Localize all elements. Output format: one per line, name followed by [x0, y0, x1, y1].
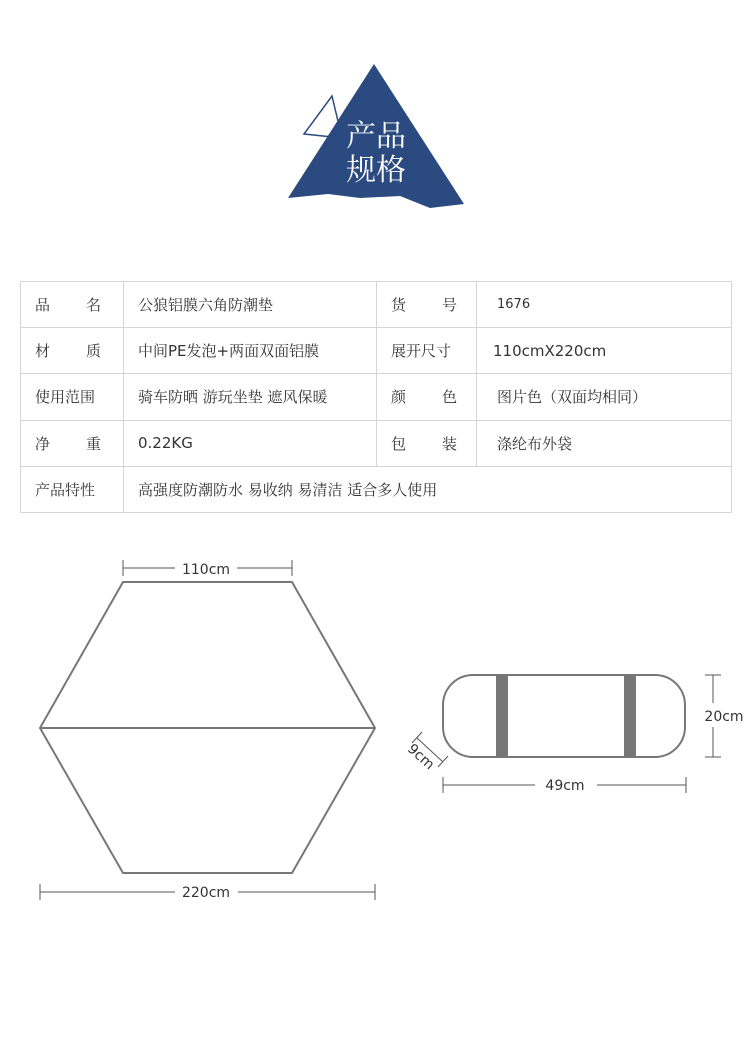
spec-table: [20, 281, 732, 513]
logo-line2: 规格: [346, 153, 406, 188]
label-features: 产品特性: [21, 466, 124, 512]
label-unfold-size: 展开尺寸: [377, 328, 477, 374]
value-name: 公狼铝膜六角防潮垫: [124, 282, 377, 328]
label-package: 包 装: [377, 420, 477, 466]
dim-roll-height: [704, 675, 743, 757]
dim-hex-top: [123, 560, 292, 578]
dim-roll-depth-label: 9cm: [404, 740, 438, 774]
strap-right: [624, 675, 636, 757]
logo-line1: 产品: [346, 119, 406, 154]
value-usage: 骑车防晒 游玩坐垫 遮风保暖: [124, 374, 377, 420]
label-usage: 使用范围: [21, 374, 124, 420]
value-package: 涤纶布外袋: [477, 420, 732, 466]
value-item-no: 1676: [477, 282, 732, 328]
value-features: 高强度防潮防水 易收纳 易清洁 适合多人使用: [124, 466, 732, 512]
dim-roll-height-label: 20cm: [704, 709, 744, 725]
value-weight: 0.22KG: [124, 420, 377, 466]
value-unfold-size: 110cmX220cm: [477, 328, 732, 374]
dim-hex-top-label: 110cm: [181, 562, 231, 578]
dim-hex-bottom-label: 220cm: [181, 885, 231, 901]
table-row: [21, 466, 732, 512]
rolled-mat: [443, 675, 685, 757]
dim-roll-length: [443, 777, 686, 794]
value-material: 中间PE发泡+两面双面铝膜: [124, 328, 377, 374]
label-color: 颜 色: [377, 374, 477, 420]
strap-left: [496, 675, 508, 757]
table-row: [21, 282, 732, 328]
dimension-diagram: [0, 540, 750, 920]
dim-roll-depth: [404, 732, 448, 773]
dim-roll-length-label: 49cm: [545, 778, 585, 794]
table-row: [21, 374, 732, 420]
spec-logo: [280, 58, 470, 218]
dim-hex-bottom: [40, 884, 375, 901]
table-row: [21, 420, 732, 466]
value-color: 图片色（双面均相同）: [477, 374, 732, 420]
label-name: 品 名: [21, 282, 124, 328]
label-weight: 净 重: [21, 420, 124, 466]
table-row: [21, 328, 732, 374]
label-item-no: 货 号: [377, 282, 477, 328]
label-material: 材 质: [21, 328, 124, 374]
